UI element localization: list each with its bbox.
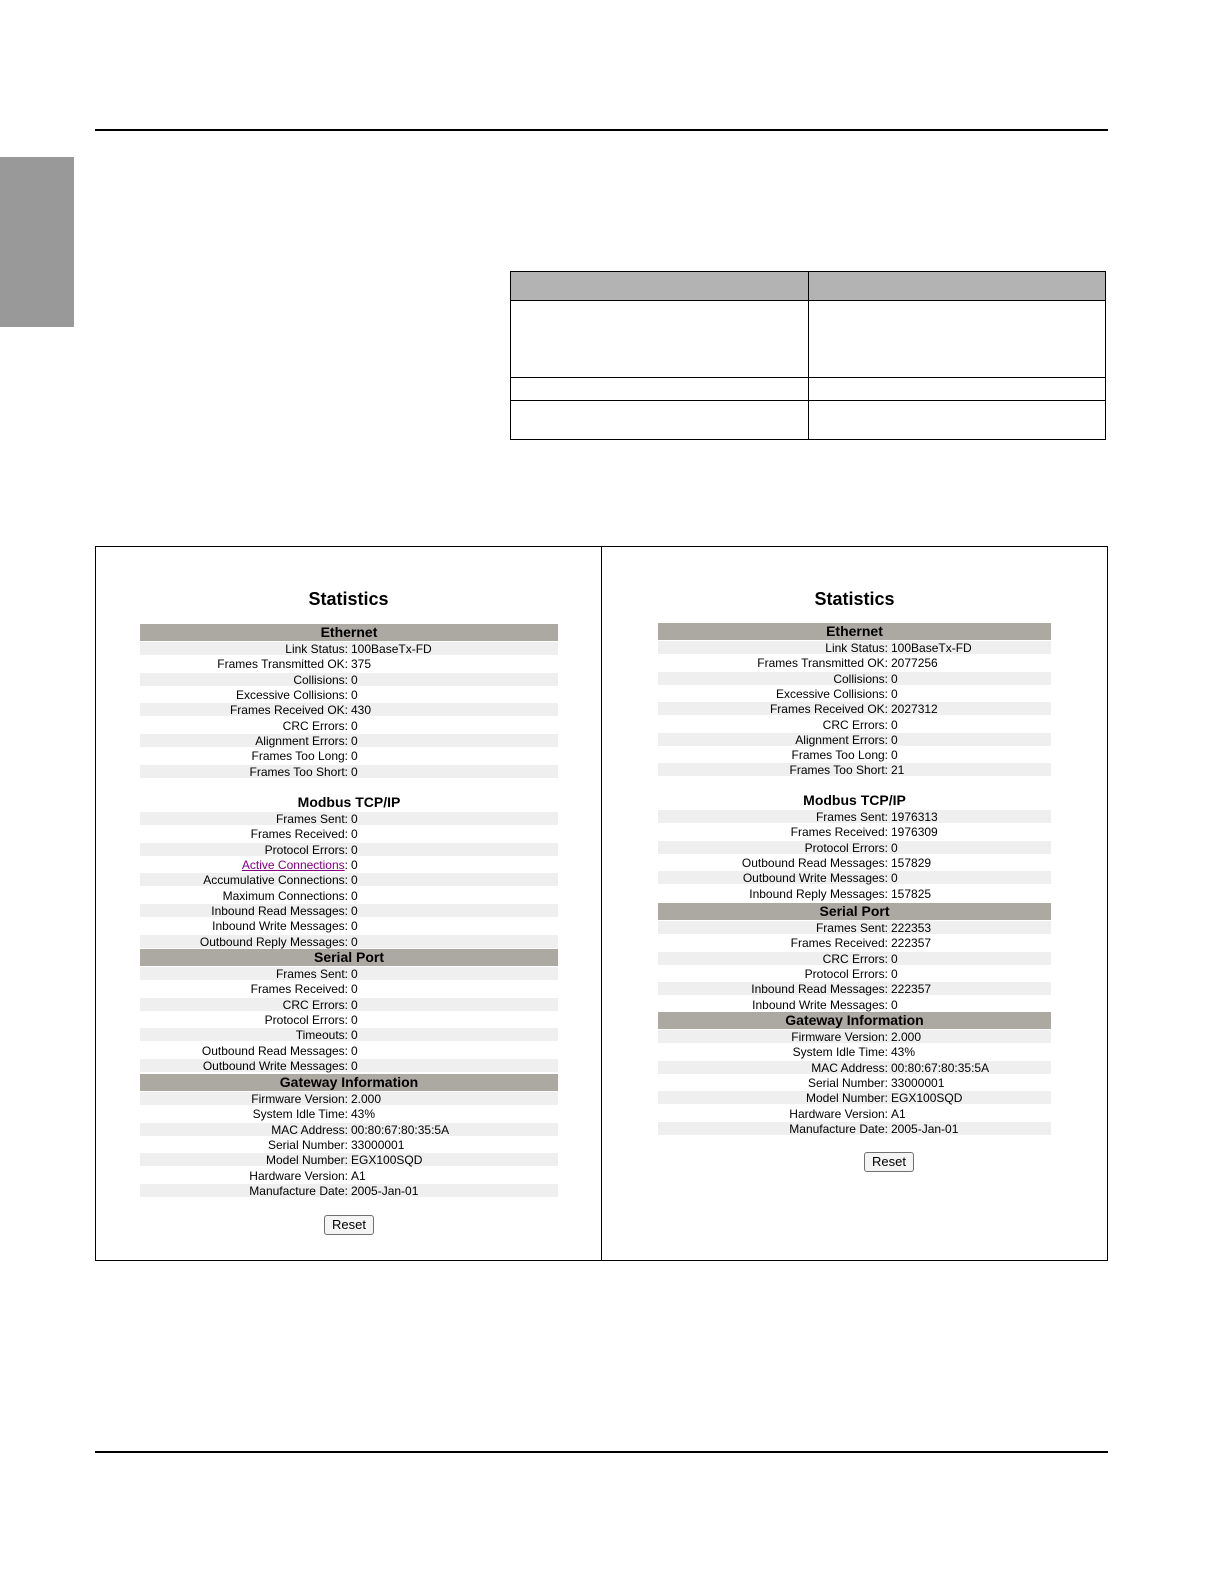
stat-row: [658, 748, 1051, 761]
stat-row: [658, 1091, 1051, 1104]
stat-label: CRC Errors:: [822, 718, 888, 732]
stat-row: [140, 982, 558, 995]
stat-row: [140, 843, 558, 856]
stat-value: 0: [351, 812, 358, 826]
stat-label: Excessive Collisions:: [775, 687, 888, 701]
stat-label: Frames Too Long:: [791, 748, 888, 762]
stat-value: 0: [351, 673, 358, 687]
stat-label: Inbound Reply Messages:: [749, 887, 888, 901]
stat-row: [140, 688, 558, 701]
stat-label: Frames Received OK:: [229, 703, 348, 717]
stat-value: 00:80:67:80:35:5A: [351, 1123, 450, 1137]
stat-label: CRC Errors:: [282, 719, 348, 733]
stat-label: MAC Address:: [811, 1061, 888, 1075]
stat-label: Serial Number:: [807, 1076, 888, 1090]
stat-label: Frames Too Long:: [251, 749, 348, 763]
stat-value: 0: [351, 904, 358, 918]
stat-label: Maximum Connections:: [222, 889, 348, 903]
reset-button[interactable]: Reset: [864, 1152, 914, 1172]
stat-value: A1: [891, 1107, 906, 1121]
stat-row: [140, 1028, 558, 1041]
stat-label: [140, 858, 348, 871]
stat-label: CRC Errors:: [822, 952, 888, 966]
stat-label: Protocol Errors:: [804, 841, 888, 855]
stat-row: [658, 952, 1051, 965]
stat-value: 33000001: [891, 1076, 945, 1090]
stat-row: [140, 1013, 558, 1026]
stat-label: Frames Received:: [250, 982, 348, 996]
stat-row: [658, 982, 1051, 995]
statistics-title: Statistics: [308, 589, 389, 609]
stat-value: 222357: [891, 982, 932, 996]
table-header-row: [511, 272, 1106, 301]
stat-row: [140, 1153, 558, 1166]
stat-row: [140, 1044, 558, 1057]
stat-row: [140, 719, 558, 732]
stat-row: [658, 887, 1051, 900]
stat-label: Manufacture Date:: [249, 1184, 348, 1198]
stat-value: 0: [351, 1059, 358, 1073]
table-cell: [809, 301, 1106, 378]
stat-label: Frames Transmitted OK:: [217, 657, 348, 671]
ethernet-section-header: Ethernet: [140, 624, 558, 641]
stat-label: Firmware Version:: [251, 1092, 348, 1106]
table-row: [511, 378, 1106, 401]
stat-label: Outbound Write Messages:: [742, 871, 888, 885]
stat-row: [658, 825, 1051, 838]
stat-row: [140, 919, 558, 932]
stat-row: [140, 703, 558, 716]
stat-value: 2005-Jan-01: [351, 1184, 419, 1198]
stat-label: Frames Received:: [790, 936, 888, 950]
table-cell: [511, 301, 809, 378]
stat-value: 0: [891, 687, 898, 701]
stat-row: [658, 1122, 1051, 1135]
stat-value: 100BaseTx-FD: [891, 641, 972, 655]
stat-row: [140, 1123, 558, 1136]
stat-value: 2027312: [891, 702, 938, 716]
stat-row: [658, 841, 1051, 854]
stat-label: System Idle Time:: [252, 1107, 348, 1121]
stat-label: Hardware Version:: [789, 1107, 888, 1121]
stat-label: Protocol Errors:: [264, 1013, 348, 1027]
stat-row: [658, 871, 1051, 884]
stat-row: [658, 921, 1051, 934]
stat-value: 0: [891, 967, 898, 981]
stat-row: [140, 1107, 558, 1120]
stat-label: MAC Address:: [271, 1123, 348, 1137]
stat-row: [658, 641, 1051, 654]
stat-row: [140, 889, 558, 902]
stat-value: 430: [351, 703, 372, 717]
stat-label: Hardware Version:: [249, 1169, 348, 1183]
stat-label: Manufacture Date:: [789, 1122, 888, 1136]
stat-label: CRC Errors:: [282, 998, 348, 1012]
table-header-cell: [809, 272, 1106, 301]
stat-row: [140, 1092, 558, 1105]
statistics-panel-left: [96, 547, 601, 1260]
stat-row: [140, 873, 558, 886]
table-row: [511, 301, 1106, 378]
stat-value: 0: [351, 873, 358, 887]
stat-row: [658, 1076, 1051, 1089]
stat-label: Frames Received:: [250, 827, 348, 841]
stat-value: 2005-Jan-01: [891, 1122, 959, 1136]
stat-label: Frames Too Short:: [249, 765, 348, 779]
stat-value: 100BaseTx-FD: [351, 642, 432, 656]
stat-row: [140, 858, 558, 871]
gateway-section-header: Gateway Information: [140, 1074, 558, 1091]
stat-value: 0: [891, 748, 898, 762]
stat-row: [658, 1030, 1051, 1043]
stat-value: 222353: [891, 921, 932, 935]
stat-row: [658, 733, 1051, 746]
stat-row: [658, 967, 1051, 980]
stat-label: Link Status:: [285, 642, 348, 656]
footer-rule: [95, 1451, 1108, 1453]
stat-row: [658, 856, 1051, 869]
stat-label: Outbound Read Messages:: [201, 1044, 348, 1058]
screenshot-figure: [95, 546, 1108, 1261]
statistics-panel-right: [602, 547, 1107, 1260]
stat-value: 222357: [891, 936, 932, 950]
stat-row: [140, 765, 558, 778]
stat-value: 0: [351, 827, 358, 841]
stat-row: [140, 967, 558, 980]
stat-value: 157825: [891, 887, 932, 901]
stat-row: [140, 642, 558, 655]
gateway-section-header: Gateway Information: [658, 1012, 1051, 1029]
stat-value: 0: [351, 688, 358, 702]
table-header-cell: [511, 272, 809, 301]
stat-row: [140, 904, 558, 917]
stat-value: 0: [891, 672, 898, 686]
stat-row: [140, 998, 558, 1011]
header-rule: [95, 129, 1108, 131]
table-cell: [511, 401, 809, 440]
stat-value: 43%: [891, 1045, 916, 1059]
stat-row: [658, 656, 1051, 669]
stat-row: [140, 812, 558, 825]
stat-value: 0: [351, 935, 358, 949]
stat-value: 0: [351, 843, 358, 857]
stat-value: 00:80:67:80:35:5A: [891, 1061, 990, 1075]
stat-value: 0: [891, 718, 898, 732]
stat-label: Outbound Reply Messages:: [199, 935, 348, 949]
stat-value: 0: [351, 734, 358, 748]
stat-value: 0: [351, 1028, 358, 1042]
stat-row: [658, 687, 1051, 700]
stat-row: [658, 718, 1051, 731]
stat-row: [658, 1061, 1051, 1074]
ethernet-section-header: Ethernet: [658, 623, 1051, 640]
stat-row: [140, 1059, 558, 1072]
stat-row: [658, 672, 1051, 685]
stat-label: Inbound Read Messages:: [211, 904, 348, 918]
stat-value: 0: [351, 982, 358, 996]
stat-value: 1976313: [891, 810, 938, 824]
stat-value: 0: [891, 998, 898, 1012]
modbus-section-header: Modbus TCP/IP: [297, 794, 401, 810]
stat-label: Protocol Errors:: [264, 843, 348, 857]
stat-label: Link Status:: [825, 641, 888, 655]
stat-row: [658, 1107, 1051, 1120]
stat-value: 2.000: [891, 1030, 922, 1044]
stat-value: 0: [891, 841, 898, 855]
table-cell: [809, 378, 1106, 401]
stat-value: 0: [351, 1044, 358, 1058]
stat-value: 0: [891, 733, 898, 747]
stat-value: 157829: [891, 856, 932, 870]
stat-row: [140, 935, 558, 948]
stat-value: 21: [891, 763, 905, 777]
stat-row: [140, 657, 558, 670]
serial-section-header: Serial Port: [658, 903, 1051, 920]
stat-label: Frames Too Short:: [789, 763, 888, 777]
stat-label: Frames Sent:: [815, 810, 888, 824]
stat-value: 2077256: [891, 656, 938, 670]
table-cell: [809, 401, 1106, 440]
stat-label: Outbound Read Messages:: [741, 856, 888, 870]
stat-label: Timeouts:: [295, 1028, 348, 1042]
stat-value: 0: [891, 871, 898, 885]
stat-value: 0: [351, 719, 358, 733]
stat-value: 0: [351, 967, 358, 981]
stat-label: Model Number:: [265, 1153, 348, 1167]
chapter-tab: [0, 157, 74, 327]
stat-row: [658, 998, 1051, 1011]
stat-row: [658, 763, 1051, 776]
stat-value: 33000001: [351, 1138, 405, 1152]
stat-row: [658, 1045, 1051, 1058]
stat-value: 0: [351, 919, 358, 933]
stat-label: Outbound Write Messages:: [202, 1059, 348, 1073]
stat-label: Frames Transmitted OK:: [757, 656, 888, 670]
table-cell: [511, 378, 809, 401]
stat-label: Model Number:: [805, 1091, 888, 1105]
stat-value: 0: [351, 749, 358, 763]
stat-label: Firmware Version:: [791, 1030, 888, 1044]
stat-value: 375: [351, 657, 372, 671]
stat-row: [140, 827, 558, 840]
stat-value: 0: [891, 952, 898, 966]
stat-row: [140, 1138, 558, 1151]
stat-value: EGX100SQD: [351, 1153, 423, 1167]
stat-label: Inbound Read Messages:: [751, 982, 888, 996]
serial-section-header: Serial Port: [140, 949, 558, 966]
blank-table: [510, 271, 1106, 440]
stat-value: A1: [351, 1169, 366, 1183]
stat-value: 43%: [351, 1107, 376, 1121]
stat-row: [658, 810, 1051, 823]
stat-value: 0: [351, 1013, 358, 1027]
stat-row: [140, 749, 558, 762]
stat-label: Inbound Write Messages:: [212, 919, 348, 933]
stat-label: Alignment Errors:: [255, 734, 348, 748]
stat-row: [140, 673, 558, 686]
stat-value: 1976309: [891, 825, 938, 839]
stat-value: 0: [351, 998, 358, 1012]
stat-row: [140, 1169, 558, 1182]
stat-label-suffix: :: [344, 858, 348, 872]
modbus-section-header: Modbus TCP/IP: [803, 792, 906, 808]
stat-label: Frames Sent:: [815, 921, 888, 935]
stat-row: [658, 702, 1051, 715]
stat-label: Collisions:: [293, 673, 348, 687]
stat-value: EGX100SQD: [891, 1091, 963, 1105]
stat-label: Alignment Errors:: [795, 733, 888, 747]
stat-label: Frames Sent:: [275, 812, 348, 826]
stat-value: 0: [351, 889, 358, 903]
stat-row: [658, 936, 1051, 949]
stat-label: System Idle Time:: [792, 1045, 888, 1059]
statistics-title: Statistics: [814, 589, 895, 609]
stat-value: 0: [351, 858, 358, 872]
stat-label: Serial Number:: [267, 1138, 348, 1152]
stat-label: Protocol Errors:: [804, 967, 888, 981]
table-row: [511, 401, 1106, 440]
stat-value: 2.000: [351, 1092, 382, 1106]
stat-label: Excessive Collisions:: [235, 688, 348, 702]
stat-label: Frames Sent:: [275, 967, 348, 981]
stat-label: Frames Received:: [790, 825, 888, 839]
reset-button[interactable]: Reset: [324, 1215, 374, 1235]
stat-label: Inbound Write Messages:: [752, 998, 888, 1012]
active-connections-link[interactable]: Active Connections: [241, 858, 345, 872]
stat-row: [140, 734, 558, 747]
stat-label: Frames Received OK:: [769, 702, 888, 716]
stat-label: Collisions:: [833, 672, 888, 686]
stat-row: [140, 1184, 558, 1197]
stat-label: Accumulative Connections:: [203, 873, 348, 887]
stat-value: 0: [351, 765, 358, 779]
